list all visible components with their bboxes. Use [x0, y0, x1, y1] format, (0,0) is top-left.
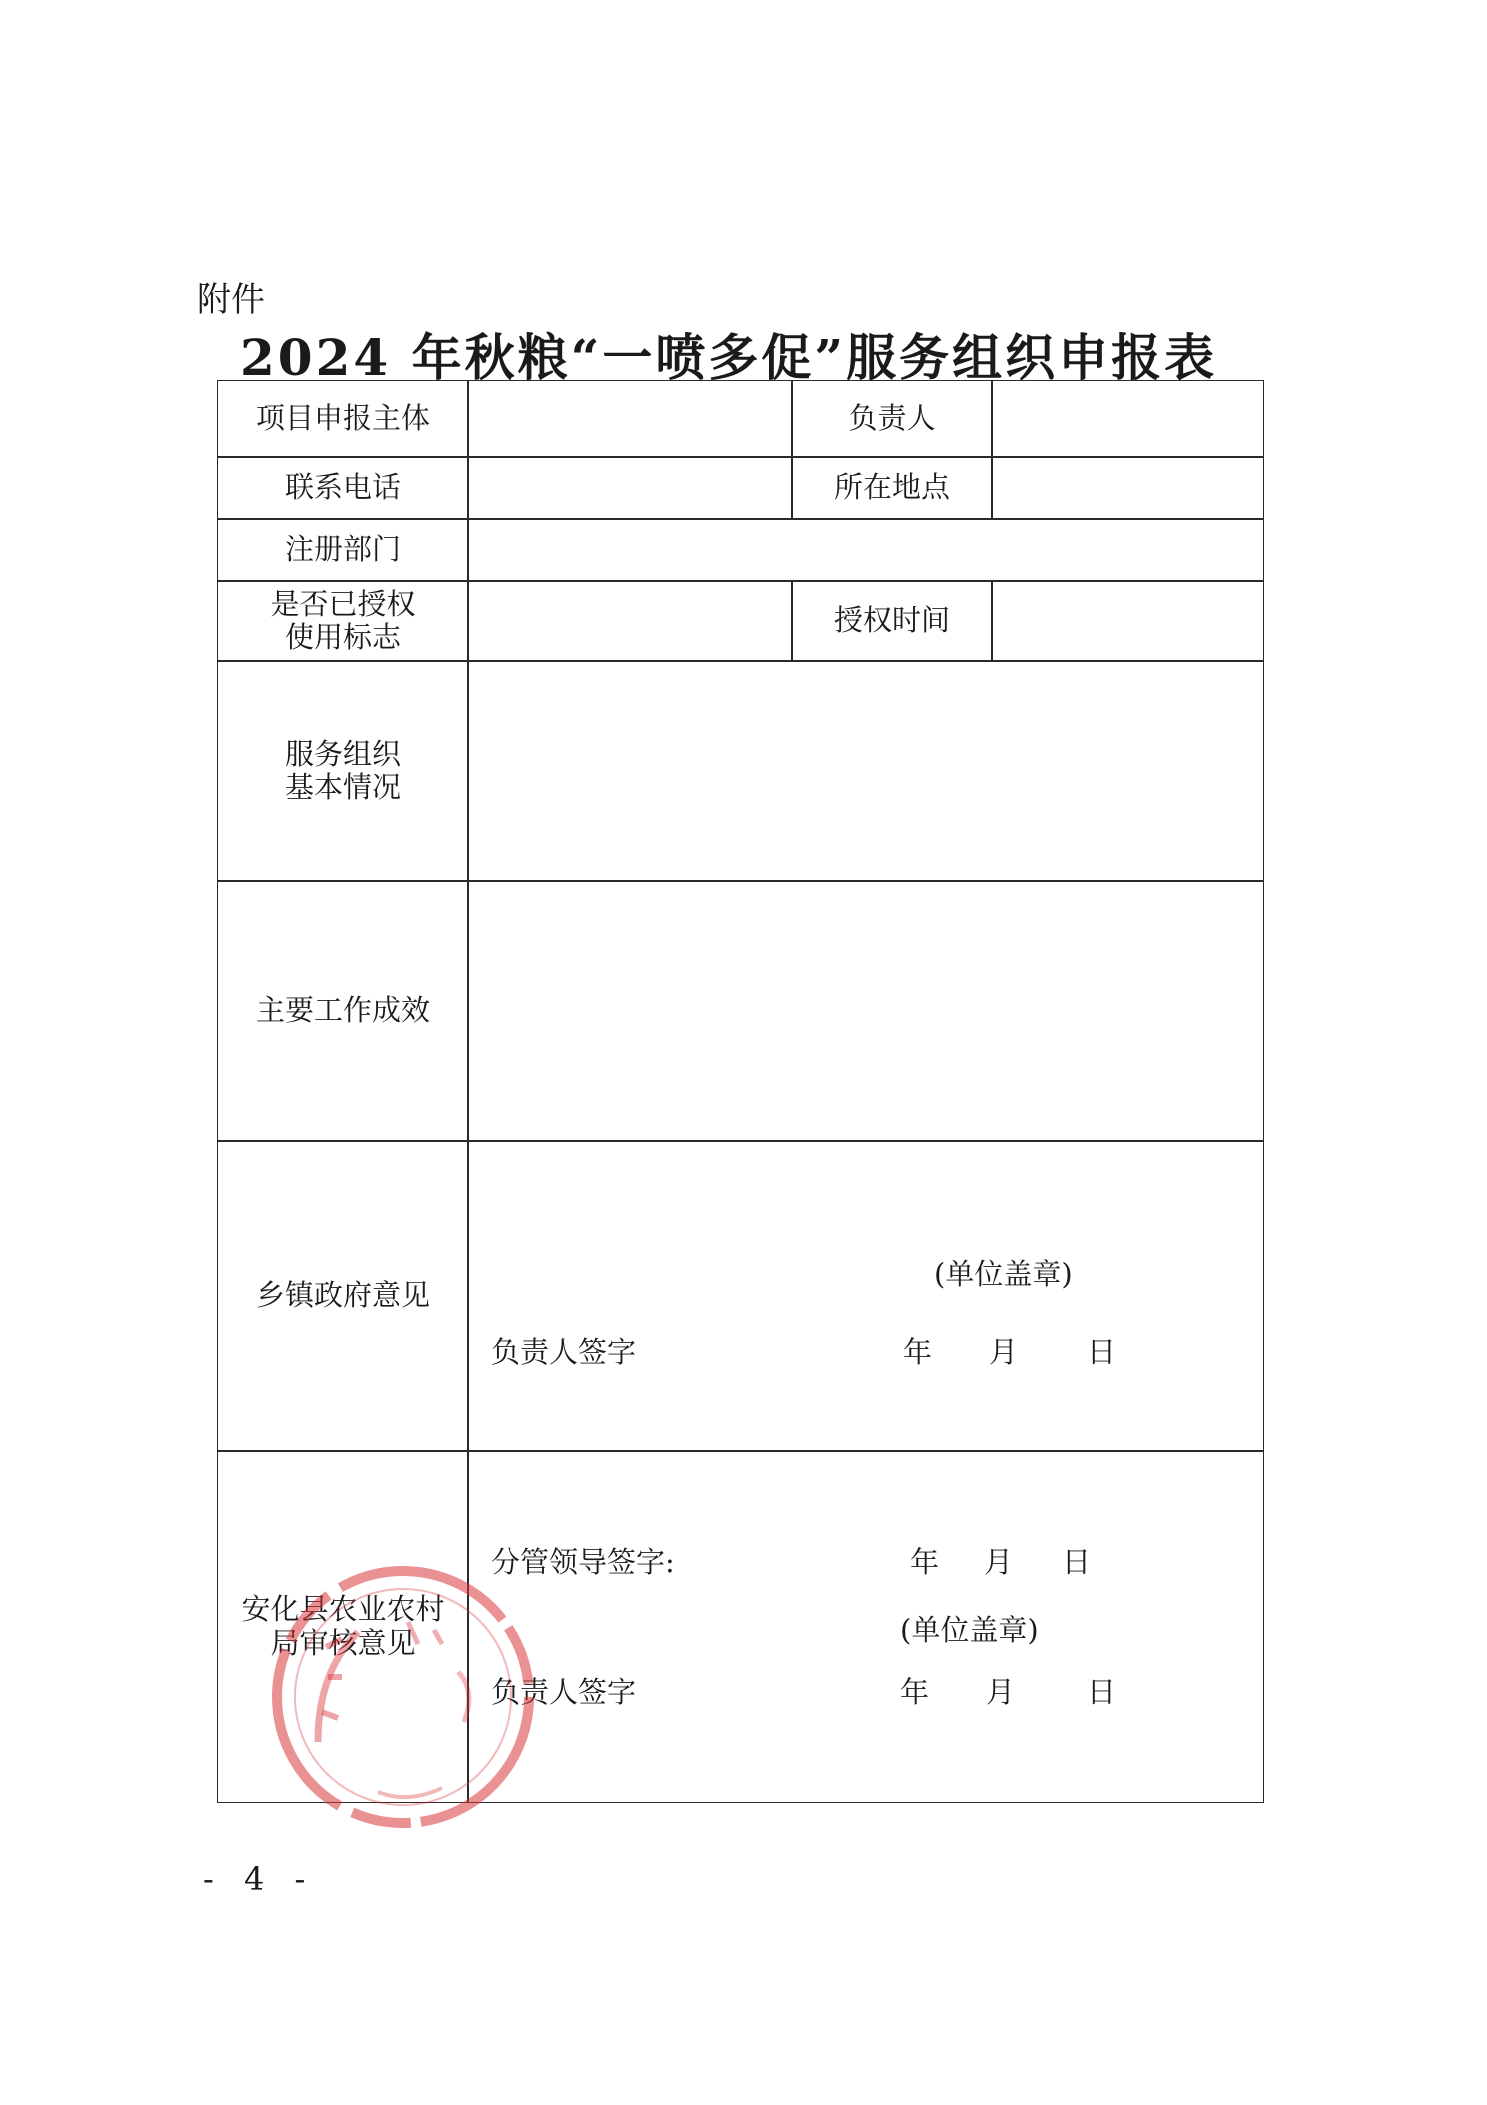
phone-label: 联系电话 [284, 470, 401, 505]
registration-dept-label: 注册部门 [284, 532, 401, 567]
authorization-time-label-cell [791, 580, 993, 662]
applicant-input-cell[interactable] [467, 380, 793, 458]
org-basic-info-label-cell [217, 660, 469, 882]
township-date-month: 月 [989, 1335, 1019, 1369]
applicant-label-cell [217, 380, 469, 458]
township-date-year: 年 [903, 1335, 933, 1369]
location-label: 所在地点 [833, 470, 950, 505]
authorization-time-input-cell[interactable] [991, 580, 1264, 662]
authorized-logo-label-line2: 使用标志 [284, 620, 401, 654]
person-in-charge-input-cell[interactable] [991, 380, 1264, 458]
registration-dept-input-cell[interactable] [467, 518, 1264, 582]
township-opinion-input-cell[interactable] [467, 1140, 1264, 1452]
county-date-year: 年 [900, 1675, 930, 1709]
person-in-charge-label-cell [791, 380, 993, 458]
county-opinion-input-cell[interactable] [467, 1450, 1264, 1803]
phone-input-cell[interactable] [467, 456, 793, 520]
authorized-logo-input-cell[interactable] [467, 580, 793, 662]
county-leader-date-year: 年 [910, 1545, 940, 1579]
org-basic-info-input-cell[interactable] [467, 660, 1264, 882]
county-opinion-label-line1: 安化县农业农村 [241, 1592, 445, 1627]
township-opinion-label: 乡镇政府意见 [255, 1278, 430, 1313]
application-form-table [217, 380, 1264, 1803]
applicant-label: 项目申报主体 [255, 401, 430, 436]
authorized-logo-label-line1: 是否已授权 [270, 586, 416, 621]
county-signature-label: 负责人签字 [491, 1675, 637, 1709]
township-signature-label: 负责人签字 [491, 1335, 637, 1369]
person-in-charge-label: 负责人 [848, 401, 936, 436]
township-date-day: 日 [1087, 1335, 1117, 1369]
document-title: 2024 年秋粮“一喷多促”服务组织申报表 [240, 328, 1218, 387]
leader-signature-label: 分管领导签字: [491, 1545, 675, 1579]
county-seal-note: (单位盖章) [900, 1613, 1039, 1647]
page-number: - 4 - [203, 1860, 316, 1898]
location-label-cell [791, 456, 993, 520]
township-opinion-label-cell [217, 1140, 469, 1452]
county-date-month: 月 [986, 1675, 1016, 1709]
main-results-label: 主要工作成效 [255, 993, 430, 1028]
location-input-cell[interactable] [991, 456, 1264, 520]
township-seal-note: (单位盖章) [934, 1257, 1073, 1291]
org-basic-info-label-line2: 基本情况 [284, 770, 401, 804]
county-opinion-label-line2: 局审核意见 [270, 1625, 416, 1660]
org-basic-info-label-line1: 服务组织 [284, 736, 401, 771]
authorized-logo-label-cell [217, 580, 469, 662]
county-leader-date-day: 日 [1062, 1545, 1092, 1579]
main-results-label-cell [217, 880, 469, 1142]
registration-dept-label-cell [217, 518, 469, 582]
main-results-input-cell[interactable] [467, 880, 1264, 1142]
county-opinion-label-cell [217, 1450, 469, 1803]
authorization-time-label: 授权时间 [833, 603, 950, 638]
phone-label-cell [217, 456, 469, 520]
county-date-day: 日 [1087, 1675, 1117, 1709]
attachment-label: 附件 [197, 280, 265, 320]
county-leader-date-month: 月 [984, 1545, 1014, 1579]
